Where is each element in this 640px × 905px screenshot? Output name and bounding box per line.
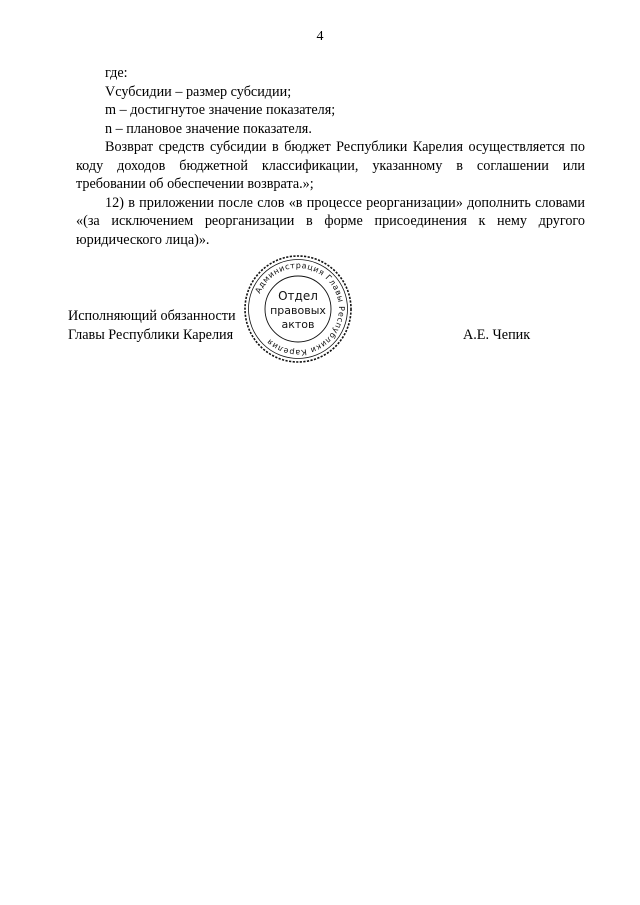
definition-achieved: m – достигнутое значение показателя; <box>105 102 336 118</box>
official-stamp <box>243 254 353 364</box>
signatory-position-line-2: Главы Республики Карелия <box>68 327 234 343</box>
definition-planned: n – плановое значение показателя. <box>105 120 312 137</box>
definition-subsidy: Vсубсидии – размер субсидии; <box>105 83 292 100</box>
page-number: 4 <box>316 29 324 44</box>
stamp-center-line-2: правовых <box>270 304 326 317</box>
stamp-center-line-3: актов <box>281 318 315 331</box>
signatory-position-line-1: Исполняющий обязанности <box>68 308 236 324</box>
document-body <box>76 64 585 249</box>
signatory-name: А.Е. Чепик <box>463 327 531 343</box>
signatory-position <box>68 307 236 345</box>
stamp-center-line-1: Отдел <box>278 289 318 303</box>
paragraph-refund: Возврат средств субсидии в бюджет Республики Карелия осуществляется по коду доходов бюджетной классификации, указанному в соглашении или требовании об обеспечении возврата.»; <box>76 139 585 192</box>
where-label: где: <box>105 65 128 81</box>
stamp-ring-text: Администрация Главы Республики Карелия <box>253 260 347 358</box>
paragraph-item-12: 12) в приложении после слов «в процессе реорганизации» дополнить словами «(за исключением реорганизации в форме присоединения к нему другого юридического лица)». <box>76 194 585 248</box>
